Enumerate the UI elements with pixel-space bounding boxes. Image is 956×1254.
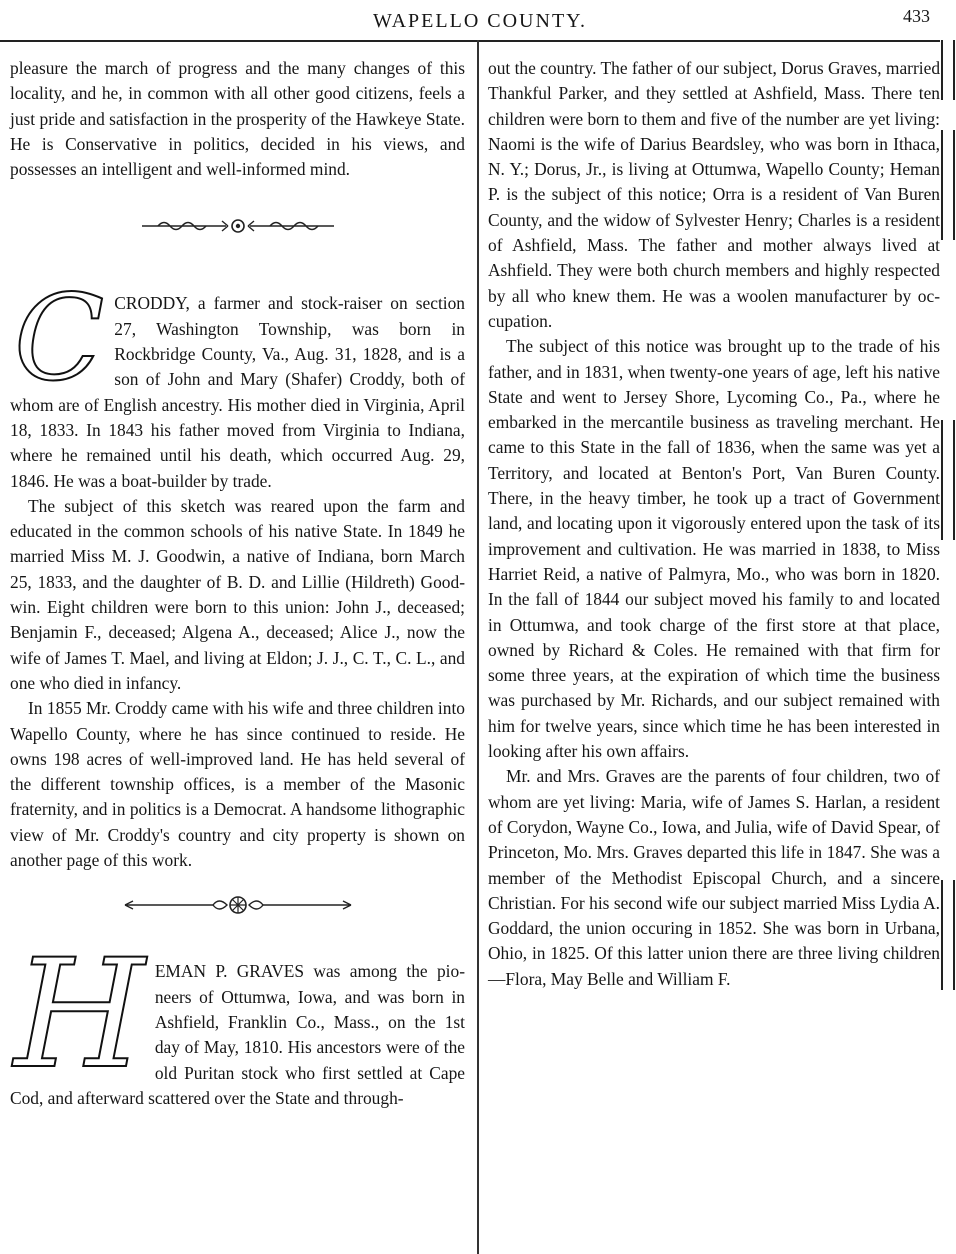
graves-paragraph-1: EMAN P. GRAVES was among the pioneers of Ottumwa, Iowa, and was born in Ashfield, Franklin Co., Mass., on the 1st day of May, 1810. His ancestors were of the old Puritan stock who first settled at Cape Cod, and afterward scattered over the State and through- xyxy=(10,961,465,1108)
graves-paragraph-4: Mr. and Mrs. Graves are the parents of four children, two of whom are yet living: Maria, wife of James S. Harlan, a resident of Corydon, Wayne Co., Iowa, and Julia, wife of David Spear, of Princeton, Mo. Mrs. Graves departed this life in 1847. She was a member of the Methodist Episcopal Church, and a sincere Christian. For his second wife our subject married Miss Lydia A. Goddard, the union occuring in 1852. She was born in Urbana, Ohio, in 1825. Of this latter union there are three living children—Flora, May Belle and William F. xyxy=(488,766,940,989)
page-number: 433 xyxy=(903,6,930,26)
page-header xyxy=(0,0,956,42)
right-column xyxy=(488,56,940,992)
ornamental-divider-icon xyxy=(138,216,338,236)
page-edge-mark xyxy=(941,880,955,990)
graves-paragraph-2: out the country. The father of our subject, Dorus Graves, married Thankful Parker, and they settled at Ashfield, Mass. There ten children were born to them and five of the number are yet living: Naomi is the wife of Darius Beardsley, who was born in Ithaca, N. Y.; Dorus, Jr., is living at Ottumwa, Wapello County; Heman P. is the subject of this notice; Orra is a resident of Van Buren County, and the widow of Sylvester Henry; Charles is a resident of Ashfield, Mass. The father and mother always lived at Ashfield. They were both church members and highly respected by all who knew them. He was a woolen manufacturer by occupation. xyxy=(488,58,941,331)
page-edge-mark xyxy=(941,40,955,100)
drop-cap-h: H xyxy=(14,928,145,1103)
left-column xyxy=(10,56,465,1111)
ornamental-divider-icon xyxy=(123,893,353,917)
header-rule xyxy=(0,40,940,42)
page-edge-mark xyxy=(941,420,955,540)
croddy-paragraph-3: In 1855 Mr. Croddy came with his wife and three children into Wapello County, where he has since continued to reside. He owns 198 acres of well-improved land. He has held several of the different township offices, is a member of the Masonic fraternity, and in politics is a Democrat. A handsome lithographic view of Mr. Croddy's country and city property is shown on another page of this work. xyxy=(10,698,465,871)
column-divider xyxy=(477,40,479,1254)
running-title: WAPELLO COUNTY. xyxy=(372,10,588,32)
croddy-paragraph-1: CRODDY, a farmer and stock-raiser on section 27, Washington Township, was born in Rockbridge County, Va., Aug. 31, 1828, and is a son of John and Mary (Shafer) Croddy, both of whom are of English ancestry. His mother died in Virginia, April 18, 1833. In 1843 his father moved from Virginia to Indiana, where he remained until his death, which occurred Aug. 29, 1846. He was a boat-builder by trade. xyxy=(10,293,465,491)
page-edge-mark xyxy=(941,130,955,240)
drop-cap-c: C xyxy=(14,269,105,408)
croddy-paragraph-2: The subject of this sketch was reared upon the farm and educated in the common schools of his native State. In 1849 he married Miss M. J. Goodwin, a native of Indiana, born March 25, 1833, and the daughter of B. D. and Lillie (Hildreth) Goodwin. Eight children were born to this union: John J., deceased; Benjamin F., deceased; Algena A., deceased; Alice J., now the wife of James T. Mael, and living at Eldon; J. J., C. T., C. L., and one who died in infancy. xyxy=(10,495,465,693)
continued-paragraph: pleasure the march of progress and the many changes of this locality, and he, in common with all other good citizens, feels a just pride and satisfaction in the prosperity of the Hawkeye State. He is Conservative in politics, decided in his views, and possesses an intelligent and well-informed mind. xyxy=(10,58,465,180)
graves-paragraph-3: The subject of this notice was brought up to the trade of his father, and in 1831, when twenty-one years of age, left his native State and went to Jersey Shore, Lycoming Co., Pa., where he embarked in the mercantile business as traveling merchant. He came to this State in the fall of 1836, when the same was yet a Territory, and located at Benton's Port, Van Buren County. There, in the heavy timber, he took up a tract of Government land, and locating upon it vigorously entered upon the task of its improvement and cultivation. He was married in 1838, to Miss Harriet Reid, a native of Palmyra, Mo., who was born in 1820. In the fall of 1844 our subject moved his family to and located in Ottumwa, and took charge of the first store at that place, owned by Richard & Coles. He remained with that firm for some three years, at the expiration of which time the business was purchased by Mr. Richards, and our subject remained with him for twelve years, since which time he has been interested in looking after his own affairs. xyxy=(488,336,940,762)
